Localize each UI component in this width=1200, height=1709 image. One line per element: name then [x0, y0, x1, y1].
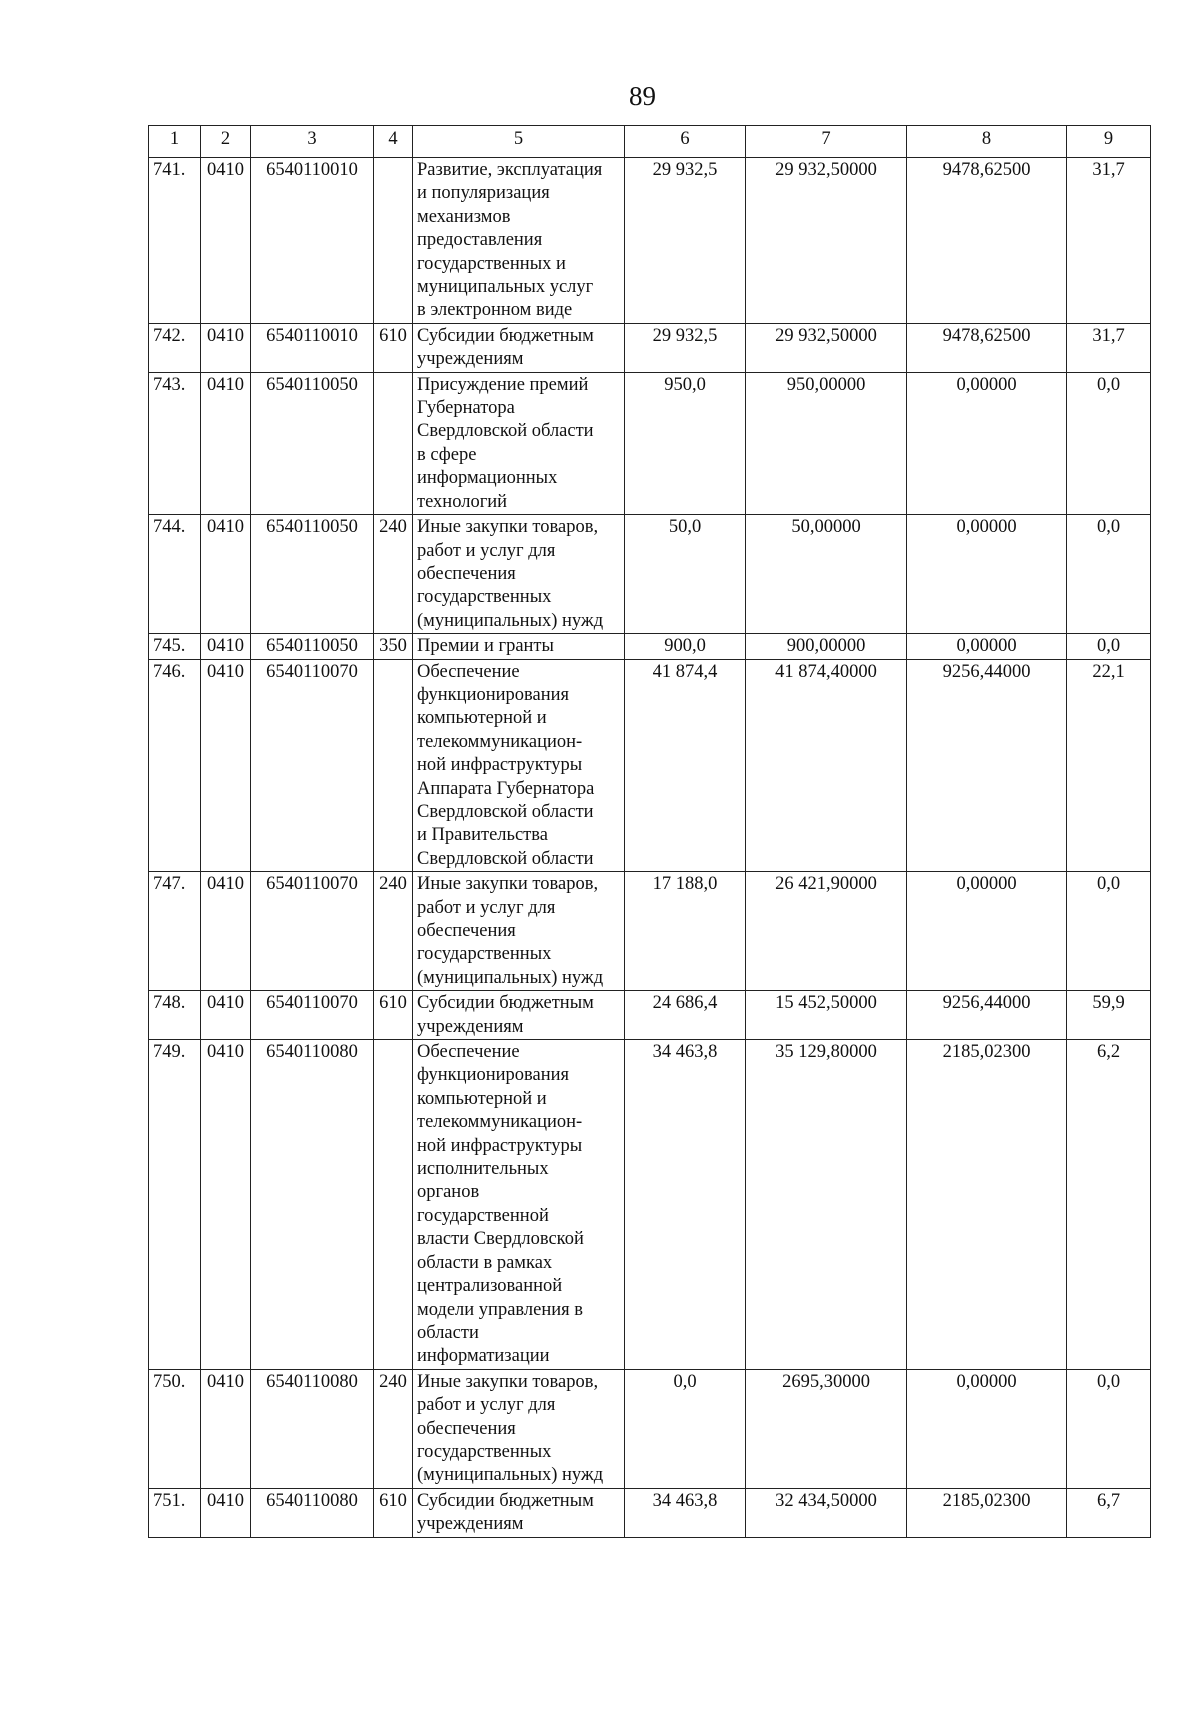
- name-line: Иные закупки товаров,: [417, 1371, 599, 1392]
- name-line: области в рамках: [417, 1252, 553, 1273]
- value-cell-9: 6,2: [1067, 1040, 1151, 1370]
- value-cell-6: 900,0: [625, 634, 746, 659]
- row-number-cell: 741.: [149, 158, 201, 324]
- name-line: государственных: [417, 944, 552, 965]
- name-cell: [413, 1040, 625, 1370]
- row-number-cell: 747.: [149, 872, 201, 991]
- name-line: в электронном виде: [417, 300, 573, 321]
- expense-type-cell: [374, 659, 413, 872]
- table-row: [149, 158, 1151, 324]
- value-cell-9: 31,7: [1067, 158, 1151, 324]
- row-number-cell: 751.: [149, 1488, 201, 1537]
- value-cell-9: 0,0: [1067, 1369, 1151, 1488]
- name-cell: [413, 372, 625, 514]
- name-line: (муниципальных) нужд: [417, 1465, 604, 1486]
- value-cell-6: 29 932,5: [625, 158, 746, 324]
- name-line: Развитие, эксплуатация: [417, 160, 603, 180]
- header-cell: 1: [149, 126, 201, 158]
- name-line: Субсидии бюджетным: [417, 1490, 594, 1511]
- value-cell-7: 32 434,50000: [746, 1488, 907, 1537]
- value-cell-7: 950,00000: [746, 372, 907, 514]
- section-code-cell: 0410: [201, 634, 251, 659]
- expense-type-cell: 240: [374, 1369, 413, 1488]
- value-cell-6: 29 932,5: [625, 323, 746, 372]
- target-code-cell: 6540110070: [251, 659, 374, 872]
- name-line: Губернатора: [417, 398, 515, 419]
- name-line: учреждениям: [417, 349, 524, 370]
- expense-type-cell: 610: [374, 991, 413, 1040]
- target-code-cell: 6540110080: [251, 1369, 374, 1488]
- expense-type-cell: [374, 1040, 413, 1370]
- table-body: [149, 158, 1151, 1538]
- name-line: государственной: [417, 1205, 549, 1226]
- value-cell-9: 22,1: [1067, 659, 1151, 872]
- name-cell: [413, 323, 625, 372]
- value-cell-7: 35 129,80000: [746, 1040, 907, 1370]
- name-line: компьютерной и: [417, 708, 547, 729]
- name-line: Субсидии бюджетным: [417, 325, 594, 346]
- section-code-cell: 0410: [201, 872, 251, 991]
- name-line: Свердловской области: [417, 848, 594, 869]
- name-line: обеспечения: [417, 921, 516, 941]
- value-cell-8: 0,00000: [907, 872, 1067, 991]
- header-cell: 4: [374, 126, 413, 158]
- name-line: Присуждение премий: [417, 374, 589, 395]
- value-cell-7: 41 874,40000: [746, 659, 907, 872]
- section-code-cell: 0410: [201, 991, 251, 1040]
- name-cell: [413, 659, 625, 872]
- name-line: модели управления в: [417, 1299, 584, 1320]
- row-number-cell: 742.: [149, 323, 201, 372]
- name-cell: [413, 991, 625, 1040]
- name-line: технологий: [417, 491, 508, 512]
- value-cell-9: 0,0: [1067, 372, 1151, 514]
- value-cell-8: 0,00000: [907, 1369, 1067, 1488]
- value-cell-8: 2185,02300: [907, 1040, 1067, 1370]
- target-code-cell: 6540110050: [251, 515, 374, 634]
- name-line: власти Свердловской: [417, 1229, 584, 1250]
- value-cell-7: 50,00000: [746, 515, 907, 634]
- name-line: и популяризация: [417, 183, 550, 204]
- expense-type-cell: 240: [374, 872, 413, 991]
- name-line: государственных и: [417, 253, 566, 274]
- name-line: Свердловской области: [417, 421, 594, 442]
- section-code-cell: 0410: [201, 372, 251, 514]
- name-line: компьютерной и: [417, 1088, 547, 1109]
- name-line: (муниципальных) нужд: [417, 610, 604, 631]
- name-line: Премии и гранты: [417, 636, 554, 657]
- section-code-cell: 0410: [201, 1040, 251, 1370]
- value-cell-9: 6,7: [1067, 1488, 1151, 1537]
- row-number-cell: 748.: [149, 991, 201, 1040]
- header-cell: 8: [907, 126, 1067, 158]
- name-cell: [413, 1369, 625, 1488]
- header-cell: 2: [201, 126, 251, 158]
- name-line: функционирования: [417, 684, 570, 705]
- value-cell-6: 34 463,8: [625, 1488, 746, 1537]
- name-line: Обеспечение: [417, 661, 520, 682]
- name-line: муниципальных услуг: [417, 277, 594, 298]
- table-row: [149, 323, 1151, 372]
- table-row: [149, 634, 1151, 659]
- section-code-cell: 0410: [201, 1488, 251, 1537]
- value-cell-7: 900,00000: [746, 634, 907, 659]
- name-line: (муниципальных) нужд: [417, 967, 604, 988]
- budget-table: [148, 125, 1151, 1538]
- expense-type-cell: [374, 372, 413, 514]
- name-line: Иные закупки товаров,: [417, 874, 599, 895]
- name-line: функционирования: [417, 1065, 570, 1086]
- name-line: телекоммуникацион-: [417, 731, 583, 752]
- name-line: учреждениям: [417, 1016, 524, 1037]
- value-cell-7: 29 932,50000: [746, 158, 907, 324]
- name-line: области: [417, 1322, 479, 1343]
- table-row: [149, 991, 1151, 1040]
- expense-type-cell: 240: [374, 515, 413, 634]
- target-code-cell: 6540110070: [251, 991, 374, 1040]
- expense-type-cell: 350: [374, 634, 413, 659]
- name-cell: [413, 158, 625, 324]
- value-cell-6: 34 463,8: [625, 1040, 746, 1370]
- header-row: [149, 126, 1151, 158]
- name-line: ной инфраструктуры: [417, 755, 583, 776]
- name-cell: [413, 634, 625, 659]
- table-row: [149, 372, 1151, 514]
- table-row: [149, 872, 1151, 991]
- section-code-cell: 0410: [201, 158, 251, 324]
- name-line: работ и услуг для: [417, 540, 556, 561]
- name-cell: [413, 515, 625, 634]
- name-line: органов: [417, 1182, 480, 1203]
- value-cell-8: 9256,44000: [907, 991, 1067, 1040]
- row-number-cell: 744.: [149, 515, 201, 634]
- value-cell-6: 24 686,4: [625, 991, 746, 1040]
- name-cell: [413, 872, 625, 991]
- name-line: работ и услуг для: [417, 1395, 556, 1416]
- value-cell-6: 41 874,4: [625, 659, 746, 872]
- value-cell-9: 59,9: [1067, 991, 1151, 1040]
- section-code-cell: 0410: [201, 1369, 251, 1488]
- name-line: информационных: [417, 468, 558, 489]
- target-code-cell: 6540110010: [251, 158, 374, 324]
- value-cell-8: 9256,44000: [907, 659, 1067, 872]
- name-line: предоставления: [417, 230, 543, 251]
- value-cell-9: 31,7: [1067, 323, 1151, 372]
- value-cell-8: 0,00000: [907, 634, 1067, 659]
- name-line: Аппарата Губернатора: [417, 778, 595, 799]
- target-code-cell: 6540110080: [251, 1488, 374, 1537]
- table-row: [149, 659, 1151, 872]
- value-cell-8: 9478,62500: [907, 158, 1067, 324]
- target-code-cell: 6540110050: [251, 372, 374, 514]
- name-line: Свердловской области: [417, 801, 594, 822]
- name-line: Иные закупки товаров,: [417, 517, 599, 538]
- target-code-cell: 6540110080: [251, 1040, 374, 1370]
- name-line: исполнительных: [417, 1159, 549, 1180]
- table-row: [149, 1040, 1151, 1370]
- page-number: 89: [629, 81, 656, 111]
- header-cell: 5: [413, 126, 625, 158]
- name-cell: [413, 1488, 625, 1537]
- value-cell-9: 0,0: [1067, 872, 1151, 991]
- expense-type-cell: [374, 158, 413, 324]
- name-line: Обеспечение: [417, 1042, 520, 1063]
- header-cell: 7: [746, 126, 907, 158]
- name-line: государственных: [417, 1441, 552, 1462]
- name-line: и Правительства: [417, 825, 548, 846]
- target-code-cell: 6540110050: [251, 634, 374, 659]
- value-cell-7: 2695,30000: [746, 1369, 907, 1488]
- row-number-cell: 746.: [149, 659, 201, 872]
- table-row: [149, 515, 1151, 634]
- name-line: в сфере: [417, 444, 477, 465]
- value-cell-8: 0,00000: [907, 372, 1067, 514]
- name-line: ной инфраструктуры: [417, 1135, 583, 1156]
- section-code-cell: 0410: [201, 323, 251, 372]
- header-cell: 3: [251, 126, 374, 158]
- value-cell-9: 0,0: [1067, 634, 1151, 659]
- name-line: централизованной: [417, 1276, 563, 1297]
- name-line: механизмов: [417, 206, 511, 227]
- value-cell-8: 9478,62500: [907, 323, 1067, 372]
- name-line: информатизации: [417, 1346, 550, 1367]
- value-cell-7: 15 452,50000: [746, 991, 907, 1040]
- target-code-cell: 6540110070: [251, 872, 374, 991]
- name-line: государственных: [417, 587, 552, 608]
- expense-type-cell: 610: [374, 323, 413, 372]
- name-line: Субсидии бюджетным: [417, 993, 594, 1014]
- row-number-cell: 750.: [149, 1369, 201, 1488]
- expense-type-cell: 610: [374, 1488, 413, 1537]
- header-cell: 9: [1067, 126, 1151, 158]
- table-row: [149, 1369, 1151, 1488]
- value-cell-7: 29 932,50000: [746, 323, 907, 372]
- row-number-cell: 743.: [149, 372, 201, 514]
- table-header: [149, 126, 1151, 158]
- value-cell-6: 950,0: [625, 372, 746, 514]
- row-number-cell: 745.: [149, 634, 201, 659]
- name-line: обеспечения: [417, 563, 516, 584]
- value-cell-8: 2185,02300: [907, 1488, 1067, 1537]
- value-cell-7: 26 421,90000: [746, 872, 907, 991]
- target-code-cell: 6540110010: [251, 323, 374, 372]
- table-row: [149, 1488, 1151, 1537]
- value-cell-6: 50,0: [625, 515, 746, 634]
- value-cell-9: 0,0: [1067, 515, 1151, 634]
- name-line: работ и услуг для: [417, 897, 556, 918]
- section-code-cell: 0410: [201, 659, 251, 872]
- row-number-cell: 749.: [149, 1040, 201, 1370]
- value-cell-8: 0,00000: [907, 515, 1067, 634]
- header-cell: 6: [625, 126, 746, 158]
- name-line: обеспечения: [417, 1418, 516, 1439]
- name-line: учреждениям: [417, 1514, 524, 1535]
- section-code-cell: 0410: [201, 515, 251, 634]
- value-cell-6: 0,0: [625, 1369, 746, 1488]
- value-cell-6: 17 188,0: [625, 872, 746, 991]
- name-line: телекоммуникацион-: [417, 1112, 583, 1133]
